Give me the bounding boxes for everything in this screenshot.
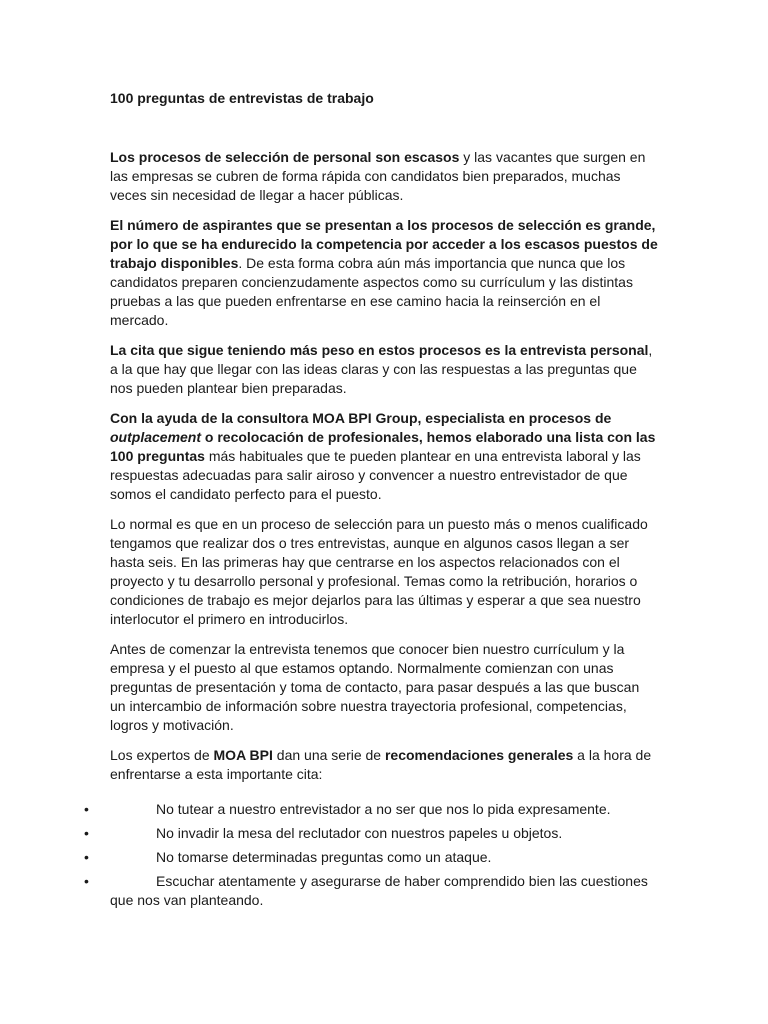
paragraph-2 (110, 216, 658, 330)
paragraph-3-bold: La cita que sigue teniendo más peso en estos procesos es la entrevista personal (110, 342, 649, 358)
paragraph-4-italic-term: outplacement (110, 429, 202, 445)
paragraph-7-text-a: Los expertos de (110, 747, 214, 763)
paragraph-4-text: más habituales que te pueden plantear en una entrevista laboral y las respuestas adecuadas para salir airoso y convencer a nuestro entrevistador de que somos el candidato perfecto para el puesto. (110, 448, 641, 502)
paragraph-3 (110, 341, 658, 398)
paragraph-1-bold: Los procesos de selección de personal son escasos (110, 149, 460, 165)
document-body (110, 148, 658, 795)
list-item (84, 824, 658, 843)
recommendations-list (84, 800, 658, 915)
bullet-icon: • (84, 825, 89, 841)
list-item-text: No invadir la mesa del reclutador con nuestros papeles u objetos. (156, 825, 563, 841)
paragraph-7-bold-a: MOA BPI (213, 747, 273, 763)
paragraph-3-text: , a la que hay que llegar con las ideas claras y con las respuestas a las preguntas que nos pueden plantear bien preparadas. (110, 342, 653, 396)
paragraph-4-bold-b: o recolocación de profesionales, hemos elaborado una lista con las 100 preguntas (110, 429, 656, 464)
list-item-text: No tomarse determinadas preguntas como un ataque. (156, 849, 492, 865)
list-item (84, 848, 658, 867)
paragraph-1-text: y las vacantes que surgen en las empresas se cubren de forma rápida con candidatos bien preparados, muchas veces sin necesidad de llegar a hacer públicas. (110, 149, 646, 203)
bullet-icon: • (84, 873, 89, 889)
bullet-icon: • (84, 849, 89, 865)
paragraph-7-bold-b: recomendaciones generales (384, 747, 574, 763)
paragraph-2-bold: El número de aspirantes que se presentan a los procesos de selección es grande, por lo que se ha endurecido la competencia por acceder a los escasos puestos de trabajo disponibles (110, 217, 658, 271)
list-item (84, 872, 658, 910)
paragraph-2-text: . De esta forma cobra aún más importancia que nunca que los candidatos preparen concienzudamente aspectos como su currículum y las distintas pruebas a las que pueden enfrentarse en ese camino hacia la reinserción en el mercado. (110, 255, 633, 328)
paragraph-1 (110, 148, 658, 205)
list-item-text: Escuchar atentamente y asegurarse de haber comprendido bien las cuestiones que nos van planteando. (110, 873, 648, 908)
bullet-icon: • (84, 801, 89, 817)
paragraph-4-bold-a: Con la ayuda de la consultora MOA BPI Group, especialista en procesos de (110, 410, 612, 426)
list-item (84, 800, 658, 819)
paragraph-7-text-b: dan una serie de (272, 747, 385, 763)
paragraph-6: Antes de comenzar la entrevista tenemos que conocer bien nuestro currículum y la empresa y el puesto al que estamos optando. Normalmente comienzan con unas preguntas de presentación y toma de contacto, para pasar después a las que buscan un intercambio de información sobre nuestra trayectoria profesional, competencias, logros y motivación. (110, 641, 640, 733)
paragraph-7 (110, 746, 658, 784)
paragraph-7-text-c: a la hora de enfrentarse a esta importante cita: (110, 747, 652, 782)
list-item-text: No tutear a nuestro entrevistador a no ser que nos lo pida expresamente. (156, 801, 611, 817)
paragraph-4 (110, 409, 658, 504)
document-title: 100 preguntas de entrevistas de trabajo (110, 90, 374, 106)
paragraph-5: Lo normal es que en un proceso de selección para un puesto más o menos cualificado tengamos que realizar dos o tres entrevistas, aunque en algunos casos llegan a ser hasta seis. En las primeras hay que centrarse en los aspectos relacionados con el proyecto y tu desarrollo personal y profesional. Temas como la retribución, horarios o condiciones de trabajo es mejor dejarlos para las últimas y esperar a que sea nuestro interlocutor el primero en introducirlos. (110, 516, 648, 627)
